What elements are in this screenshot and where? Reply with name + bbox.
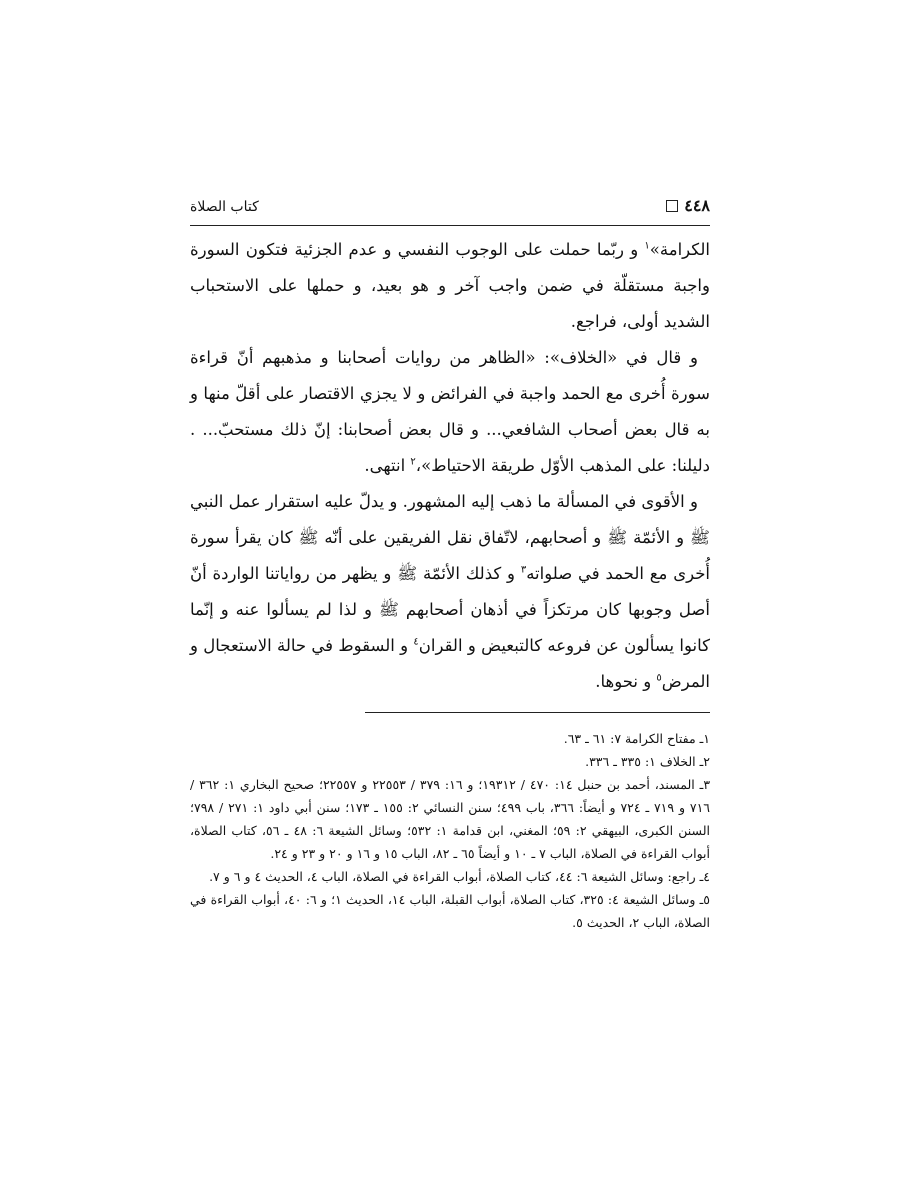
- square-icon: [666, 200, 678, 212]
- paragraph-text: و كذلك الأئمّة ﷺ و يظهر من رواياتنا الواردة أنّ أصل وجوبها كان مرتكزاً في أذهان أصحابهم ﷺ و لذا لم يسألوا عنه و إنّما كانوا يسألون عن فروعه كالتبعيض و القران: [190, 564, 710, 655]
- footnote-4: ٤ـ راجع: وسائل الشيعة ٦: ٤٤، كتاب الصلاة، أبواب القراءة في الصلاة، الباب ٤، الحديث ٤ و ٦ و ٧.: [209, 869, 710, 884]
- footnote-5: ٥ـ وسائل الشيعة ٤: ٣٢٥، كتاب الصلاة، أبواب القبلة، الباب ١٤، الحديث ١؛ و ٦: ٤٠، أبواب القراءة في الصلاة، الباب ٢، الحديث ٥.: [190, 892, 710, 930]
- paragraph-text: و السقوط في حالة الاستعجال و المرض: [190, 636, 710, 691]
- paragraph-text: و ربّما حملت على الوجوب النفسي و عدم الجزئية فتكون السورة واجبة مستقلّة في ضمن واجب آخر و هو بعيد، و حملها على الاستحباب الشديد أولى، فراجع.: [190, 240, 710, 331]
- paragraph-text: و قال في «الخلاف»: «الظاهر من روايات أصحابنا و مذهبهم أنّ قراءة سورة أُخرى مع الحمد واجبة في الفرائض و لا يجزي الاقتصار على أقلّ منها و به قال بعض أصحاب الشافعي... و قال بعض أصحابنا: إنّ ذلك مستحبّ... . دليلنا: على المذهب الأوّل طريقة الاحتياط»،: [190, 348, 710, 475]
- footnote-ref[interactable]: ٥: [656, 672, 662, 684]
- main-text: [190, 232, 710, 700]
- paragraph-2: [190, 340, 710, 484]
- page-number: [666, 196, 710, 215]
- book-title: كتاب الصلاة: [190, 199, 259, 215]
- paragraph-text: انتهى.: [364, 456, 411, 475]
- page-header: [190, 196, 710, 226]
- paragraph-3: [190, 484, 710, 700]
- footnote-ref[interactable]: ١: [644, 240, 650, 252]
- paragraph-1: [190, 232, 710, 340]
- paragraph-text: و الأقوى في المسألة ما ذهب إليه المشهور. و يدلّ عليه استقرار عمل النبي ﷺ و الأئمّة ﷺ و أصحابهم، لاتّفاق نقل الفريقين على أنّه ﷺ كان يقرأ سورة أُخرى مع الحمد في صلواته: [190, 492, 710, 583]
- footnote-ref[interactable]: ٢: [410, 456, 416, 468]
- paragraph-text: و نحوها.: [595, 672, 657, 691]
- book-page: [190, 196, 710, 934]
- footnote-1: ١ـ مفتاح الكرامة ٧: ٦١ ـ ٦٣.: [563, 731, 710, 746]
- footnote-divider: [365, 712, 710, 713]
- footnotes: [190, 727, 710, 934]
- page-number-text: ٤٤٨: [684, 196, 710, 215]
- footnote-2: ٢ـ الخلاف ١: ٣٣٥ ـ ٣٣٦.: [585, 754, 710, 769]
- paragraph-text: الكرامة»: [649, 240, 710, 259]
- footnote-3: ٣ـ المسند، أحمد بن حنبل ١٤: ٤٧٠ / ١٩٣١٢؛ و ١٦: ٣٧٩ / ٢٢٥٥٣ و ٢٢٥٥٧؛ صحيح البخاري ١: ٣٦٢ / ٧١٦ و ٧١٩ ـ ٧٢٤ و أيضاً: ٣٦٦، باب ٤٩٩؛ سنن النسائي ٢: ١٥٥ ـ ١٧٣؛ سنن أبي داود ١: ٢٧١ / ٧٩٨؛ السنن الكبرى، البيهقي ٢: ٥٩؛ المغني، ابن قدامة ١: ٥٣٢؛ وسائل الشيعة ٦: ٤٨ ـ ٥٦، كتاب الصلاة، أبواب القراءة في الصلاة، الباب ٧ ـ ١٠ و أيضاً ٦٥ ـ ٨٢، الباب ١٥ و ١٦ و ٢٠ و ٢٣ و ٢٤.: [190, 777, 711, 861]
- footnote-ref[interactable]: ٣: [520, 564, 527, 576]
- footnote-ref[interactable]: ٤: [413, 636, 419, 648]
